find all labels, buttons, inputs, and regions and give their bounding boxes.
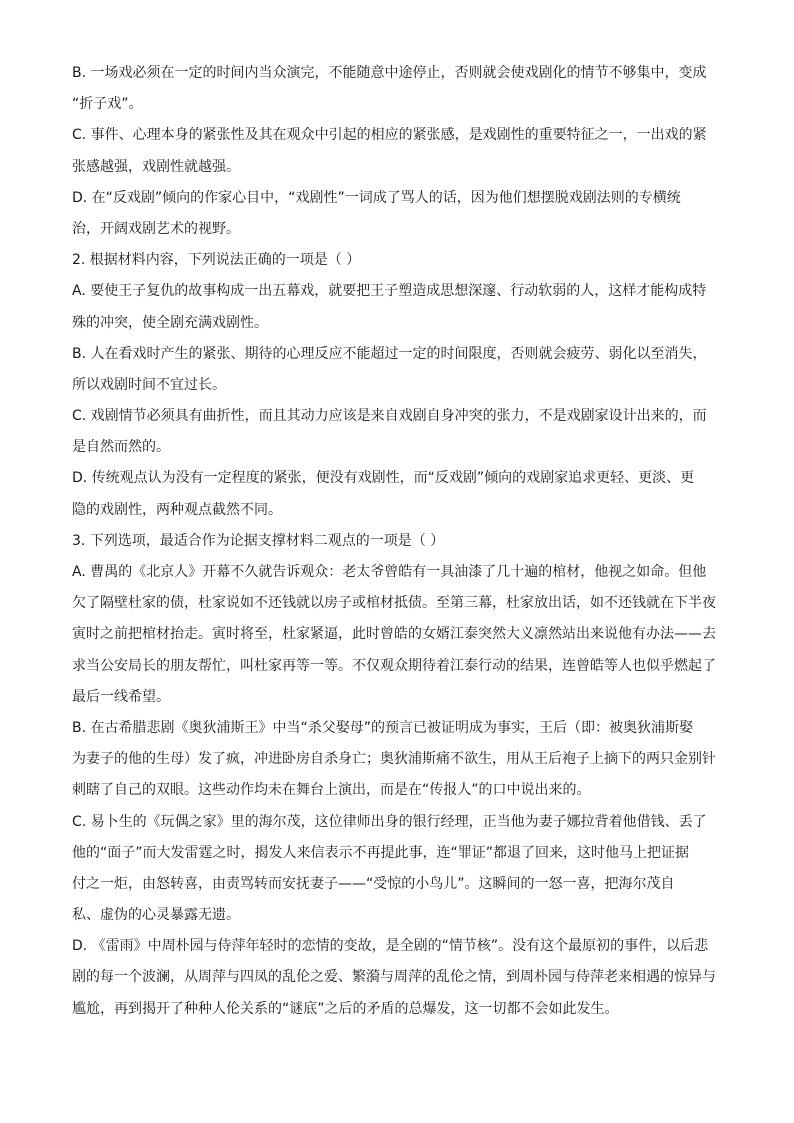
text-line: A. 曹禺的《北京人》开幕不久就告诉观众：老太爷曾皓有一具油漆了几十遍的棺材，他视之如命。但他 xyxy=(72,564,707,580)
text-line: 寅时之前把棺材抬走。寅时将至，杜家紧逼，此时曾皓的女婿江泰突然大义凛然站出来说他有办法——去 xyxy=(72,626,716,643)
text-line: “折子戏”。 xyxy=(72,96,143,113)
text-line: C. 事件、心理本身的紧张性及其在观众中引起的相应的紧张感，是戏剧性的重要特征之一，一出戏的紧 xyxy=(72,127,707,144)
text-line: 求当公安局长的朋友帮忙，叫杜家再等一等。不仅观众期待着江泰行动的结果，连曾皓等人也似乎燃起了 xyxy=(72,657,716,674)
text-line: 尴尬，再到揭开了种种人伦关系的“谜底”之后的矛盾的总爆发，这一切都不会如此发生。 xyxy=(72,1000,619,1017)
text-line: 隐的戏剧性，两种观点截然不同。 xyxy=(72,501,282,518)
text-line: B. 一场戏必须在一定的时间内当众演完，不能随意中途停止，否则就会使戏剧化的情节不够集中，变成 xyxy=(72,65,707,81)
text-line: A. 要使王子复仇的故事构成一出五幕戏，就要把王子塑造成思想深邃、行动软弱的人，这样才能构成特 xyxy=(72,283,707,300)
question-3-stem: 3. 下列选项，最适合作为论据支撑材料二观点的一项是（ ） xyxy=(72,532,445,549)
text-line: 私、虚伪的心灵暴露无遗。 xyxy=(72,907,240,924)
text-line: D. 《雷雨》中周朴园与侍萍年轻时的恋情的变故，是全剧的“情节核”。没有这个最原初的事件，以后悲 xyxy=(72,938,709,955)
text-line: B. 人在看戏时产生的紧张、期待的心理反应不能超过一定的时间限度，否则就会疲劳、弱化以至消失， xyxy=(72,345,707,362)
text-line: 他的“面子”而大发雷霆之时，揭发人来信表示不再提此事，连“罪证”都退了回来，这时他马上把证据 xyxy=(72,844,690,861)
text-line: 是自然而然的。 xyxy=(72,439,170,456)
text-line: C. 戏剧情节必须具有曲折性，而且其动力应该是来自戏剧自身冲突的张力，不是戏剧家设计出来的，而 xyxy=(72,408,707,425)
text-line: 欠了隔壁杜家的债，杜家说如不还钱就以房子或棺材抵债。至第三幕，杜家放出话，如不还钱就在下半夜 xyxy=(72,595,716,612)
text-line: 张感越强，戏剧性就越强。 xyxy=(72,158,240,175)
text-line: 剧的每一个波澜，从周萍与四凤的乱伦之爱、繁漪与周萍的乱伦之情，到周朴园与侍萍老来相遇的惊异与 xyxy=(72,969,716,986)
question-2-stem: 2. 根据材料内容，下列说法正确的一项是（ ） xyxy=(72,252,361,269)
text-line: 为妻子的他的生母）发了疯，冲进卧房自杀身亡；奥狄浦斯痛不欲生，用从王后袍子上摘下的两只金别针 xyxy=(72,751,716,768)
text-line: 殊的冲突，使全剧充满戏剧性。 xyxy=(72,314,268,331)
text-line: 付之一炬，由怒转喜，由责骂转而安抚妻子——“受惊的小鸟儿”。这瞬间的一怒一喜，把海尔茂自 xyxy=(72,875,675,892)
text-line: D. 在“反戏剧”倾向的作家心目中，“戏剧性”一词成了骂人的话，因为他们想摆脱戏剧法则的专横统 xyxy=(72,189,681,206)
text-line: B. 在古希腊悲剧《奥狄浦斯王》中当“杀父娶母”的预言已被证明成为事实，王后（即：被奥狄浦斯娶 xyxy=(72,719,694,736)
text-line: 治，开阔戏剧艺术的视野。 xyxy=(72,220,240,237)
text-line: 刺瞎了自己的双眼。这些动作均未在舞台上演出，而是在“传报人”的口中说出来的。 xyxy=(72,782,591,799)
document-page xyxy=(72,58,726,1025)
text-line: D. 传统观点认为没有一定程度的紧张，便没有戏剧性，而“反戏剧”倾向的戏剧家追求更轻、更淡、更 xyxy=(72,470,695,487)
text-line: C. 易卜生的《玩偶之家》里的海尔茂，这位律师出身的银行经理，正当他为妻子娜拉背着他借钱、丢了 xyxy=(72,813,707,830)
text-line: 最后一线希望。 xyxy=(72,688,170,705)
text-line: 所以戏剧时间不宜过长。 xyxy=(72,376,226,393)
